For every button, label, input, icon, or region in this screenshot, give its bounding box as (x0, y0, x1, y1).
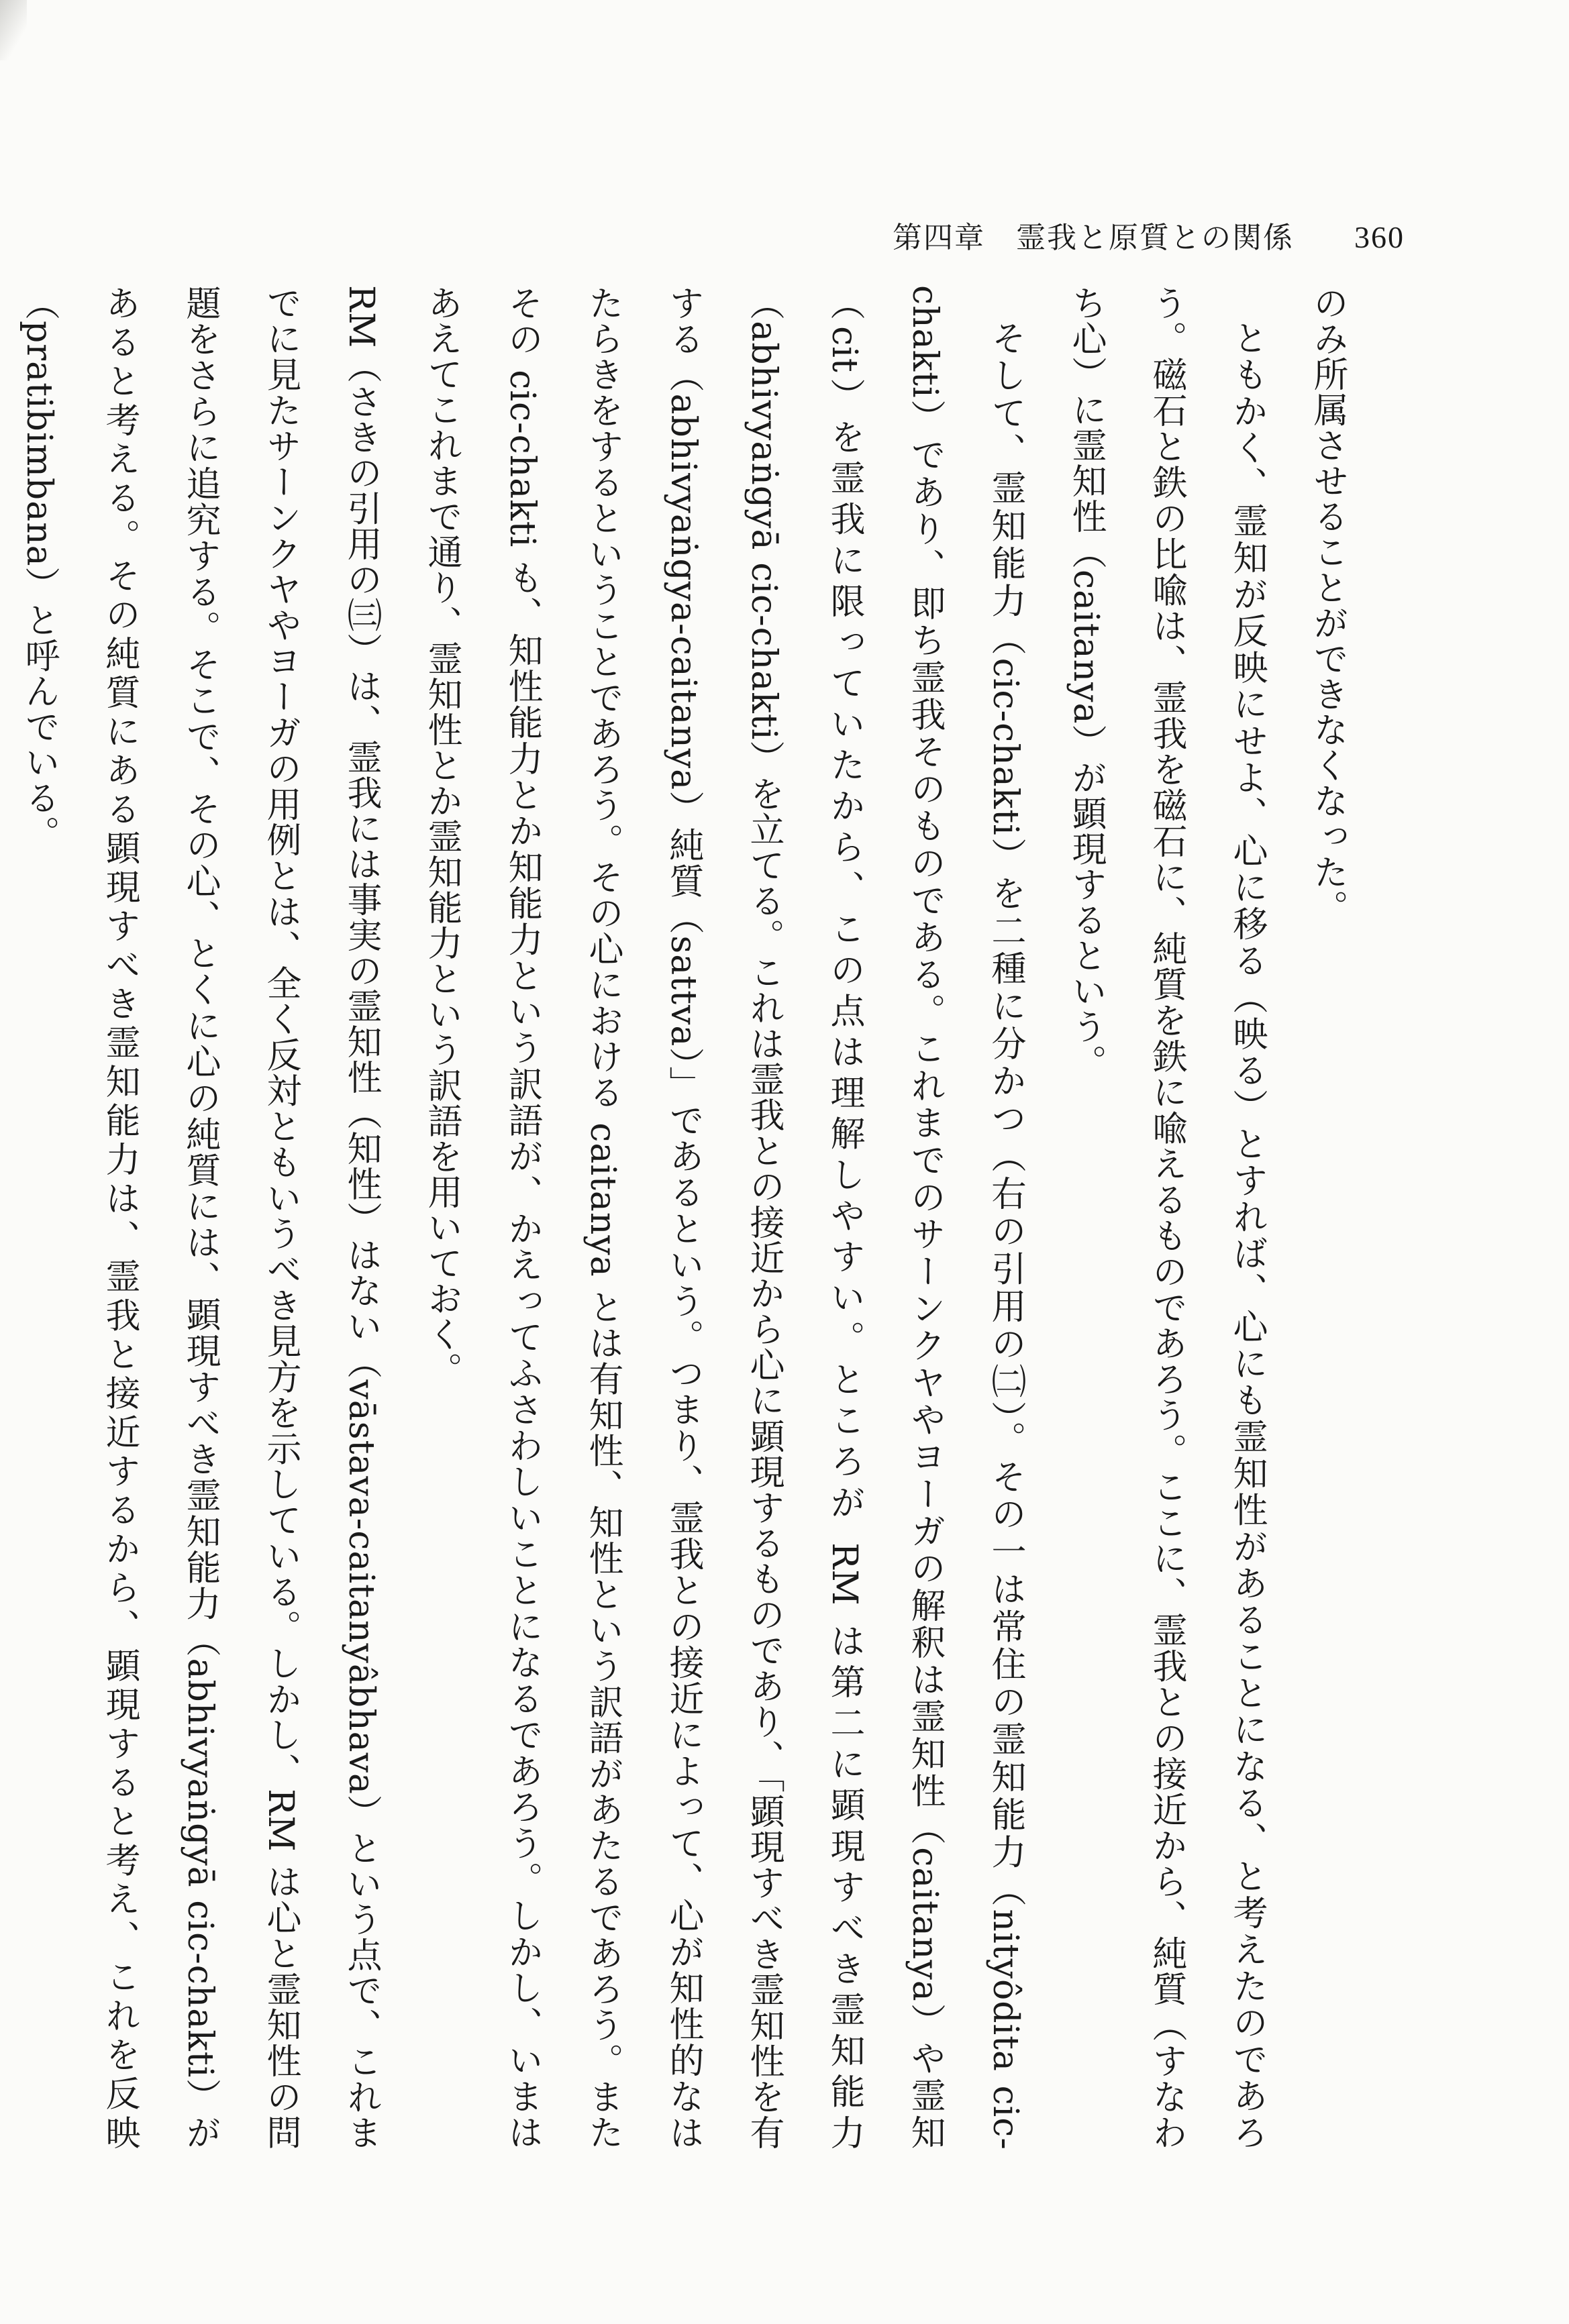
scan-edge-shadow (0, 0, 27, 60)
page-number: 360 (1354, 220, 1405, 254)
paragraph: そして、霊知能力（cic-chakti）を二種に分かつ（右の引用の㈡）。その一は常住の霊知能力（nityôdita cic-chakti）であり、即ち霊我そのものである。これまでのサーンクヤやヨーガの解釈は霊知性（caitanya）や霊知（cit）を霊我に限っていたから、この点は理解しやすい。ところが RM は第二に顕現すべき霊知能力（abhivyaṅgyā cic-chakti）を立てる。これは霊我との接近から心に顕現するものであり、「顕現すべき霊知性を有する（abhivyaṅgya-caitanya）純質（sattva）」であるという。つまり、霊我との接近によって、心が知性的なはたらきをするということであろう。その心における caitanya とは有知性、知性という訳語があたるであろう。またその cic-chakti も、知性能力とか知能力という訳語が、かえってふさわしいことになるであろう。しかし、いまはあえてこれまで通り、霊知性とか霊知能力という訳語を用いておく。 (421, 285, 1025, 2151)
paragraph: のみ所属させることができなくなった。 (1307, 285, 1348, 925)
chapter-title: 第四章 霊我と原質との関係 (893, 221, 1294, 255)
paragraph: ともかく、霊知が反映にせよ、心に移る（映る）とすれば、心にも霊知性があることになる、と考えたのであろう。磁石と鉄の比喩は、霊我を磁石に、純質を鉄に喩えるものであろう。ここに、霊我との接近から、純質（すなわち心）に霊知性（caitanya）が顕現するという。 (1066, 285, 1267, 2150)
body-text (19, 285, 1368, 2151)
paragraph: RM（さきの引用の㈢）は、霊我には事実の霊知性（知性）はない（vāstava-caitanyâbhava）という点で、これまでに見たサーンクヤやヨーガの用例とは、全く反対ともいうべき見方を示している。しかし、RM は心と霊知性の問題をさらに追究する。そこで、その心、とくに心の純質には、顕現すべき霊知能力（abhivyaṅgyā cic-chakti）があると考える。その純質にある顕現すべき霊知能力は、霊我と接近するから、顕現すると考え、これを反映（pratibimbana）と呼んでいる。 (19, 285, 381, 2150)
running-head (893, 213, 1405, 256)
